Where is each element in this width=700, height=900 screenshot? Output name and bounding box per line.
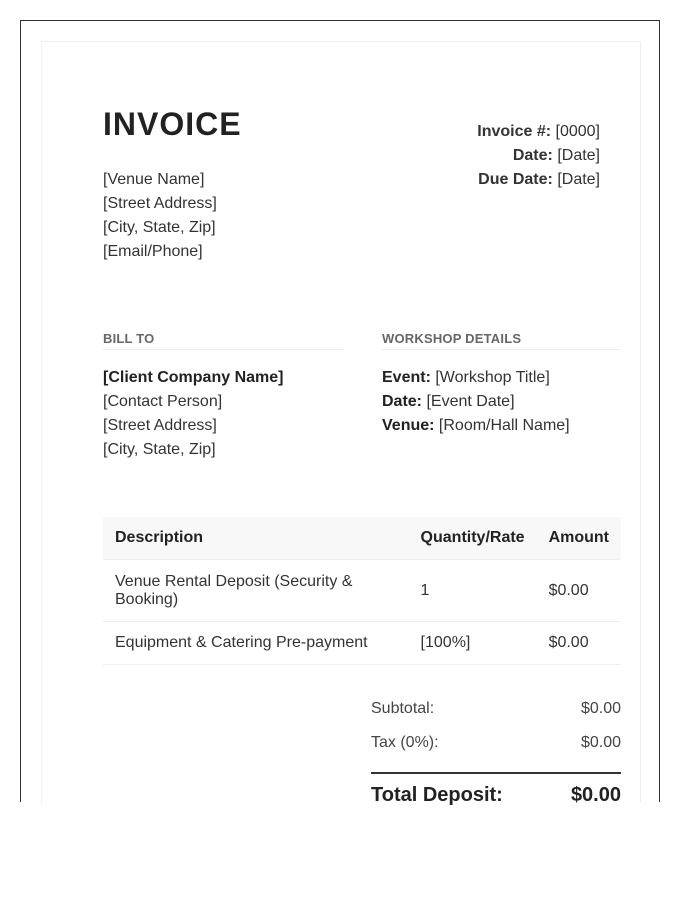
row-description: [103, 560, 409, 622]
client-city: [City, State, Zip]: [103, 441, 216, 458]
tax-value: $0.00: [580, 734, 621, 751]
venue-contact: [Email/Phone]: [103, 243, 203, 260]
invoice-meta: [477, 120, 600, 192]
workshop-date-row: [382, 390, 570, 414]
column-header-description: Description: [103, 517, 409, 560]
bill-to-heading: BILL TO: [103, 331, 343, 350]
total-deposit-value: $0.00: [570, 784, 621, 806]
workshop-event-row: [382, 366, 570, 390]
line-items-table: [103, 517, 621, 665]
workshop-event-value: [Workshop Title]: [435, 369, 550, 386]
invoice-title: INVOICE: [103, 106, 242, 142]
invoice-date-value: [Date]: [557, 147, 600, 164]
row-description: [103, 622, 409, 665]
invoice-number-row: [477, 120, 600, 144]
invoice-number-label: Invoice #:: [477, 123, 552, 140]
subtotal-value: $0.00: [580, 700, 621, 717]
bill-to-block: [103, 366, 283, 462]
table-row: [103, 622, 621, 665]
row-amount: $0.00: [537, 622, 621, 665]
workshop-details-heading: WORKSHOP DETAILS: [382, 331, 621, 350]
total-deposit-row: [371, 772, 621, 807]
row-amount: $0.00: [537, 560, 621, 622]
venue-city: [City, State, Zip]: [103, 219, 216, 236]
row-quantity: [100%]: [409, 622, 537, 665]
invoice-number-value: [0000]: [555, 123, 600, 140]
client-street: [Street Address]: [103, 417, 217, 434]
table-row: [103, 560, 621, 622]
row-description-text: Equipment & Catering Pre-payment: [115, 634, 368, 651]
workshop-venue-label: Venue:: [382, 417, 435, 434]
venue-address-block: [103, 168, 217, 264]
workshop-details-block: [382, 366, 570, 438]
invoice-due-value: [Date]: [557, 171, 600, 188]
column-header-quantity-rate: Quantity/Rate: [409, 517, 537, 560]
venue-street: [Street Address]: [103, 195, 217, 212]
client-contact-person: [Contact Person]: [103, 393, 223, 410]
row-quantity: 1: [409, 560, 537, 622]
venue-name: [Venue Name]: [103, 171, 205, 188]
totals-block: [371, 692, 621, 807]
workshop-date-label: Date:: [382, 393, 423, 410]
invoice-due-label: Due Date:: [478, 171, 553, 188]
workshop-event-label: Event:: [382, 369, 431, 386]
column-header-amount: Amount: [537, 517, 621, 560]
subtotal-row: [371, 692, 621, 726]
client-company-name: [Client Company Name]: [103, 369, 284, 386]
table-header-row: [103, 517, 621, 560]
invoice-date-label: Date:: [512, 147, 553, 164]
workshop-venue-value: [Room/Hall Name]: [438, 417, 570, 434]
tax-label: Tax (0%):: [371, 734, 439, 751]
total-deposit-label: Total Deposit:: [371, 784, 503, 806]
invoice-sheet: [41, 41, 641, 806]
page-frame: [20, 20, 660, 806]
row-description-text: Venue Rental Deposit (Security & Booking): [115, 572, 353, 608]
invoice-date-row: [477, 144, 600, 168]
workshop-date-value: [Event Date]: [426, 393, 515, 410]
workshop-venue-row: [382, 414, 570, 438]
subtotal-label: Subtotal:: [371, 700, 435, 717]
invoice-due-row: [477, 168, 600, 192]
tax-row: [371, 726, 621, 760]
